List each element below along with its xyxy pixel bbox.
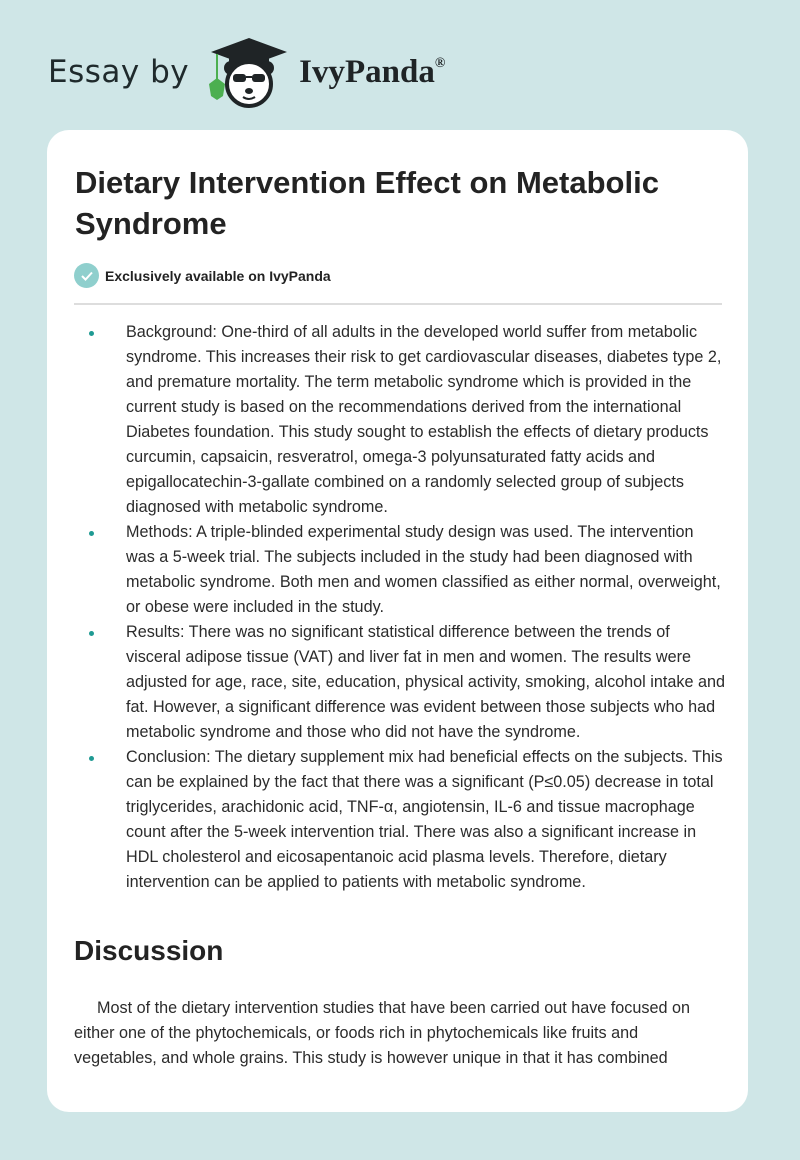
bullet-icon <box>89 531 94 536</box>
list-item-text: Background: One-third of all adults in the developed world suffer from metabolic syndrome. This increases their risk to get cardiovascular diseases, diabetes type 2, and premature mortality. The term metabolic syndrome which is provided in the current study is based on the recommendations derived from the international Diabetes foundation. This study sought to establish the effects of dietary products curcumin, capsaicin, resveratrol, omega-3 polyunsaturated fatty acids and epigallocatechin-3-gallate combined on a randomly selected group of subjects diagnosed with metabolic syndrome. <box>126 323 722 516</box>
page-title: Dietary Intervention Effect on Metabolic Syndrome <box>75 165 659 241</box>
site-header <box>48 34 445 110</box>
panda-graduate-icon[interactable] <box>203 34 295 110</box>
list-item <box>75 520 725 620</box>
discussion-paragraph: Most of the dietary intervention studies that have been carried out have focused on either one of the phytochemicals, or foods rich in phytochemicals like fruits and vegetables, and whole grains. This study is however unique in that it has combined <box>74 999 691 1067</box>
section-heading: Discussion <box>74 935 224 966</box>
list-item <box>75 320 725 520</box>
list-item-text: Methods: A triple-blinded experimental study design was used. The intervention was a 5-week trial. The subjects included in the study had been diagnosed with metabolic syndrome. Both men and women classified as either normal, overweight, or obese were included in the study. <box>126 523 721 616</box>
exclusive-badge <box>74 263 331 288</box>
essay-card <box>47 130 748 1112</box>
badge-text: Exclusively available on IvyPanda <box>105 267 331 284</box>
brand-text: IvyPanda <box>299 53 435 90</box>
registered-mark: ® <box>434 55 446 71</box>
check-circle-icon <box>74 263 99 288</box>
list-item-text: Results: There was no significant statistical difference between the trends of visceral adipose tissue (VAT) and liver fat in men and women. The results were adjusted for age, race, site, education, physical activity, smoking, alcohol intake and fat. However, a significant difference was evident between those subjects who had metabolic syndrome and those who did not have the syndrome. <box>126 623 725 741</box>
bullet-icon <box>89 631 94 636</box>
bullet-icon <box>89 756 94 761</box>
brand-name[interactable] <box>299 54 445 91</box>
divider <box>74 303 722 305</box>
list-item <box>75 620 725 745</box>
list-item <box>75 745 725 895</box>
list-item-text: Conclusion: The dietary supplement mix had beneficial effects on the subjects. This can be explained by the fact that there was a significant (P≤0.05) decrease in total triglycerides, arachidonic acid, TNF-α, angiotensin, IL-6 and tissue macrophage count after the 5-week intervention trial. There was also a significant increase in HDL cholesterol and eicosapentanoic acid plasma levels. Therefore, dietary intervention can be applied to patients with metabolic syndrome. <box>126 748 723 891</box>
essay-by-label: Essay by <box>48 54 190 90</box>
bullet-icon <box>89 331 94 336</box>
summary-list <box>75 320 725 895</box>
